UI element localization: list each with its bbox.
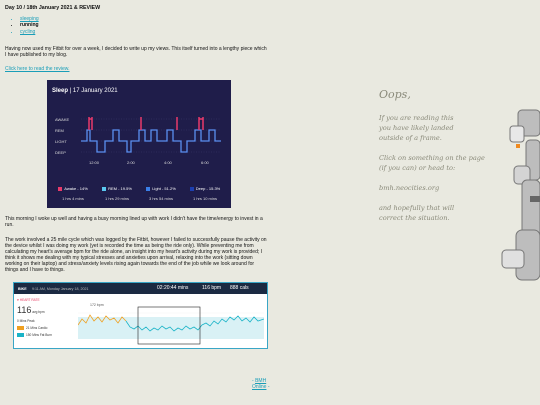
stage-deep-label: DEEP bbox=[55, 150, 66, 155]
oops-line-0: If you are reading this bbox=[379, 114, 454, 122]
oops-url: bmh.neocities.org bbox=[379, 184, 440, 192]
work-paragraph: The work involved a 25 mile cycle which was logged by the Fitbit, however I failed to successfully pause the activity on the device whilst I was doing my work (yet is recorded the time as being the ride only). While preventing me from calculating my heart's average bpm for the ride alone, an insight into my heart's activity during my work is provided; I think it shows me dealing with my typical stresses and anxieties upon arrival, relaxing into the work (sitting down working on their laptop) and stress/anxiety levels rising again towards the end of the job while we look around for things and I have to things. bbox=[5, 237, 267, 273]
heart-scale-label: 172 bpm bbox=[90, 303, 104, 307]
oops-line-5: (if you can) or head to: bbox=[379, 164, 456, 172]
fatburn-swatch bbox=[17, 333, 24, 337]
legend-light-label: Light - 51.2% bbox=[152, 186, 176, 191]
legend-awake-value: 1 hrs 4 mins bbox=[62, 196, 84, 201]
page-title: Day 10 / 18th January 2021 & REVIEW bbox=[5, 5, 101, 11]
sleep-date: 17 January 2021 bbox=[72, 88, 118, 94]
morning-paragraph: This morning I woke up well and having a busy morning lined up with work I didn't have the time/energy to invest in a run. bbox=[5, 216, 263, 228]
sleep-chart-title: Sleep | 17 January 2021 bbox=[52, 88, 118, 94]
avg-bpm-value: 116 bbox=[17, 305, 32, 315]
stage-awake-label: AWAKE bbox=[55, 117, 70, 122]
oops-heading: Oops, bbox=[379, 88, 411, 101]
time-tick-0: 12:00 bbox=[89, 160, 100, 165]
legend-rem bbox=[98, 186, 136, 202]
footer bbox=[252, 378, 275, 390]
sleep-label: Sleep bbox=[52, 88, 69, 94]
time-tick-1: 2:00 bbox=[127, 160, 135, 165]
ride-date: 9:11 AM, Monday January 18, 2021 bbox=[32, 287, 89, 291]
review-link[interactable]: Click here to read the review. bbox=[5, 66, 70, 72]
legend-deep-label: Deep - 15.3% bbox=[195, 186, 221, 191]
peak-zone: 0 Mins Peak bbox=[17, 319, 35, 323]
awake-swatch bbox=[58, 187, 62, 191]
oops-line-9: and hopefully that will bbox=[379, 204, 455, 212]
intro-paragraph: Having now used my Fitbit for over a week, I decided to write up my views. This itself turned into a lengthy piece which I have published to my blog. bbox=[5, 46, 267, 58]
oops-spacer-3 bbox=[379, 193, 499, 203]
ride-header-bar bbox=[14, 283, 267, 294]
heart-icon: ♥ bbox=[17, 298, 19, 302]
time-tick-2: 4:00 bbox=[164, 160, 172, 165]
legend-light bbox=[142, 186, 180, 202]
cardio-swatch bbox=[17, 326, 24, 330]
footer-prefix: - bbox=[252, 378, 256, 384]
sleep-hypnogram bbox=[81, 114, 221, 159]
heart-rate-graph bbox=[78, 305, 264, 345]
bmh-online-link[interactable]: BMH Online bbox=[252, 378, 267, 390]
time-tick-3: 6:00 bbox=[201, 160, 209, 165]
fatburn-zone: 150 Mins Fat Burn bbox=[26, 333, 53, 337]
ride-calories: 888 cals bbox=[230, 284, 249, 291]
nav-running-item: • running bbox=[20, 22, 39, 28]
legend-deep bbox=[186, 186, 224, 202]
ride-bpm: 116 bpm bbox=[202, 284, 222, 291]
ride-stats bbox=[17, 297, 72, 338]
robot-illustration bbox=[496, 100, 540, 290]
frame-warning bbox=[379, 88, 499, 223]
legend-awake bbox=[54, 186, 92, 202]
oops-line-2: outside of a frame. bbox=[379, 134, 442, 142]
legend-deep-value: 1 hrs 10 mins bbox=[192, 196, 217, 201]
ride-type: BIKE bbox=[18, 287, 27, 291]
stage-rem-label: REM bbox=[55, 128, 64, 133]
light-swatch bbox=[146, 187, 150, 191]
legend-rem-value: 1 hrs 29 mins bbox=[104, 196, 129, 201]
oops-spacer-2 bbox=[379, 173, 499, 183]
cardio-zone: 21 Mins Cardio bbox=[26, 326, 48, 330]
rem-swatch bbox=[102, 187, 106, 191]
oops-line-10: correct the situation. bbox=[379, 214, 450, 222]
legend-awake-label: Awake - 14% bbox=[64, 186, 88, 191]
sleep-chart-image bbox=[47, 80, 231, 208]
nav-sleeping-link[interactable]: • sleeping bbox=[20, 16, 39, 22]
stage-light-label: LIGHT bbox=[55, 139, 67, 144]
nav-cycling-link[interactable]: • cycling bbox=[20, 29, 39, 35]
legend-light-value: 3 hrs 54 mins bbox=[148, 196, 173, 201]
activity-nav bbox=[13, 16, 39, 35]
oops-line-1: you have likely landed bbox=[379, 124, 454, 132]
heart-rate-label bbox=[17, 297, 72, 303]
ride-duration: 02:20:44 mins bbox=[157, 284, 189, 291]
legend-rem-label: REM - 19.5% bbox=[108, 186, 132, 191]
deep-swatch bbox=[190, 187, 194, 191]
avg-bpm-unit: avg bpm bbox=[32, 310, 45, 314]
footer-suffix: - bbox=[266, 384, 270, 390]
heart-rate-text: HEART RATE bbox=[19, 298, 40, 302]
oops-line-4: Click on something on the page bbox=[379, 154, 485, 162]
ride-summary-image bbox=[13, 282, 268, 349]
oops-spacer-1 bbox=[379, 143, 499, 153]
robot-light bbox=[516, 144, 520, 148]
